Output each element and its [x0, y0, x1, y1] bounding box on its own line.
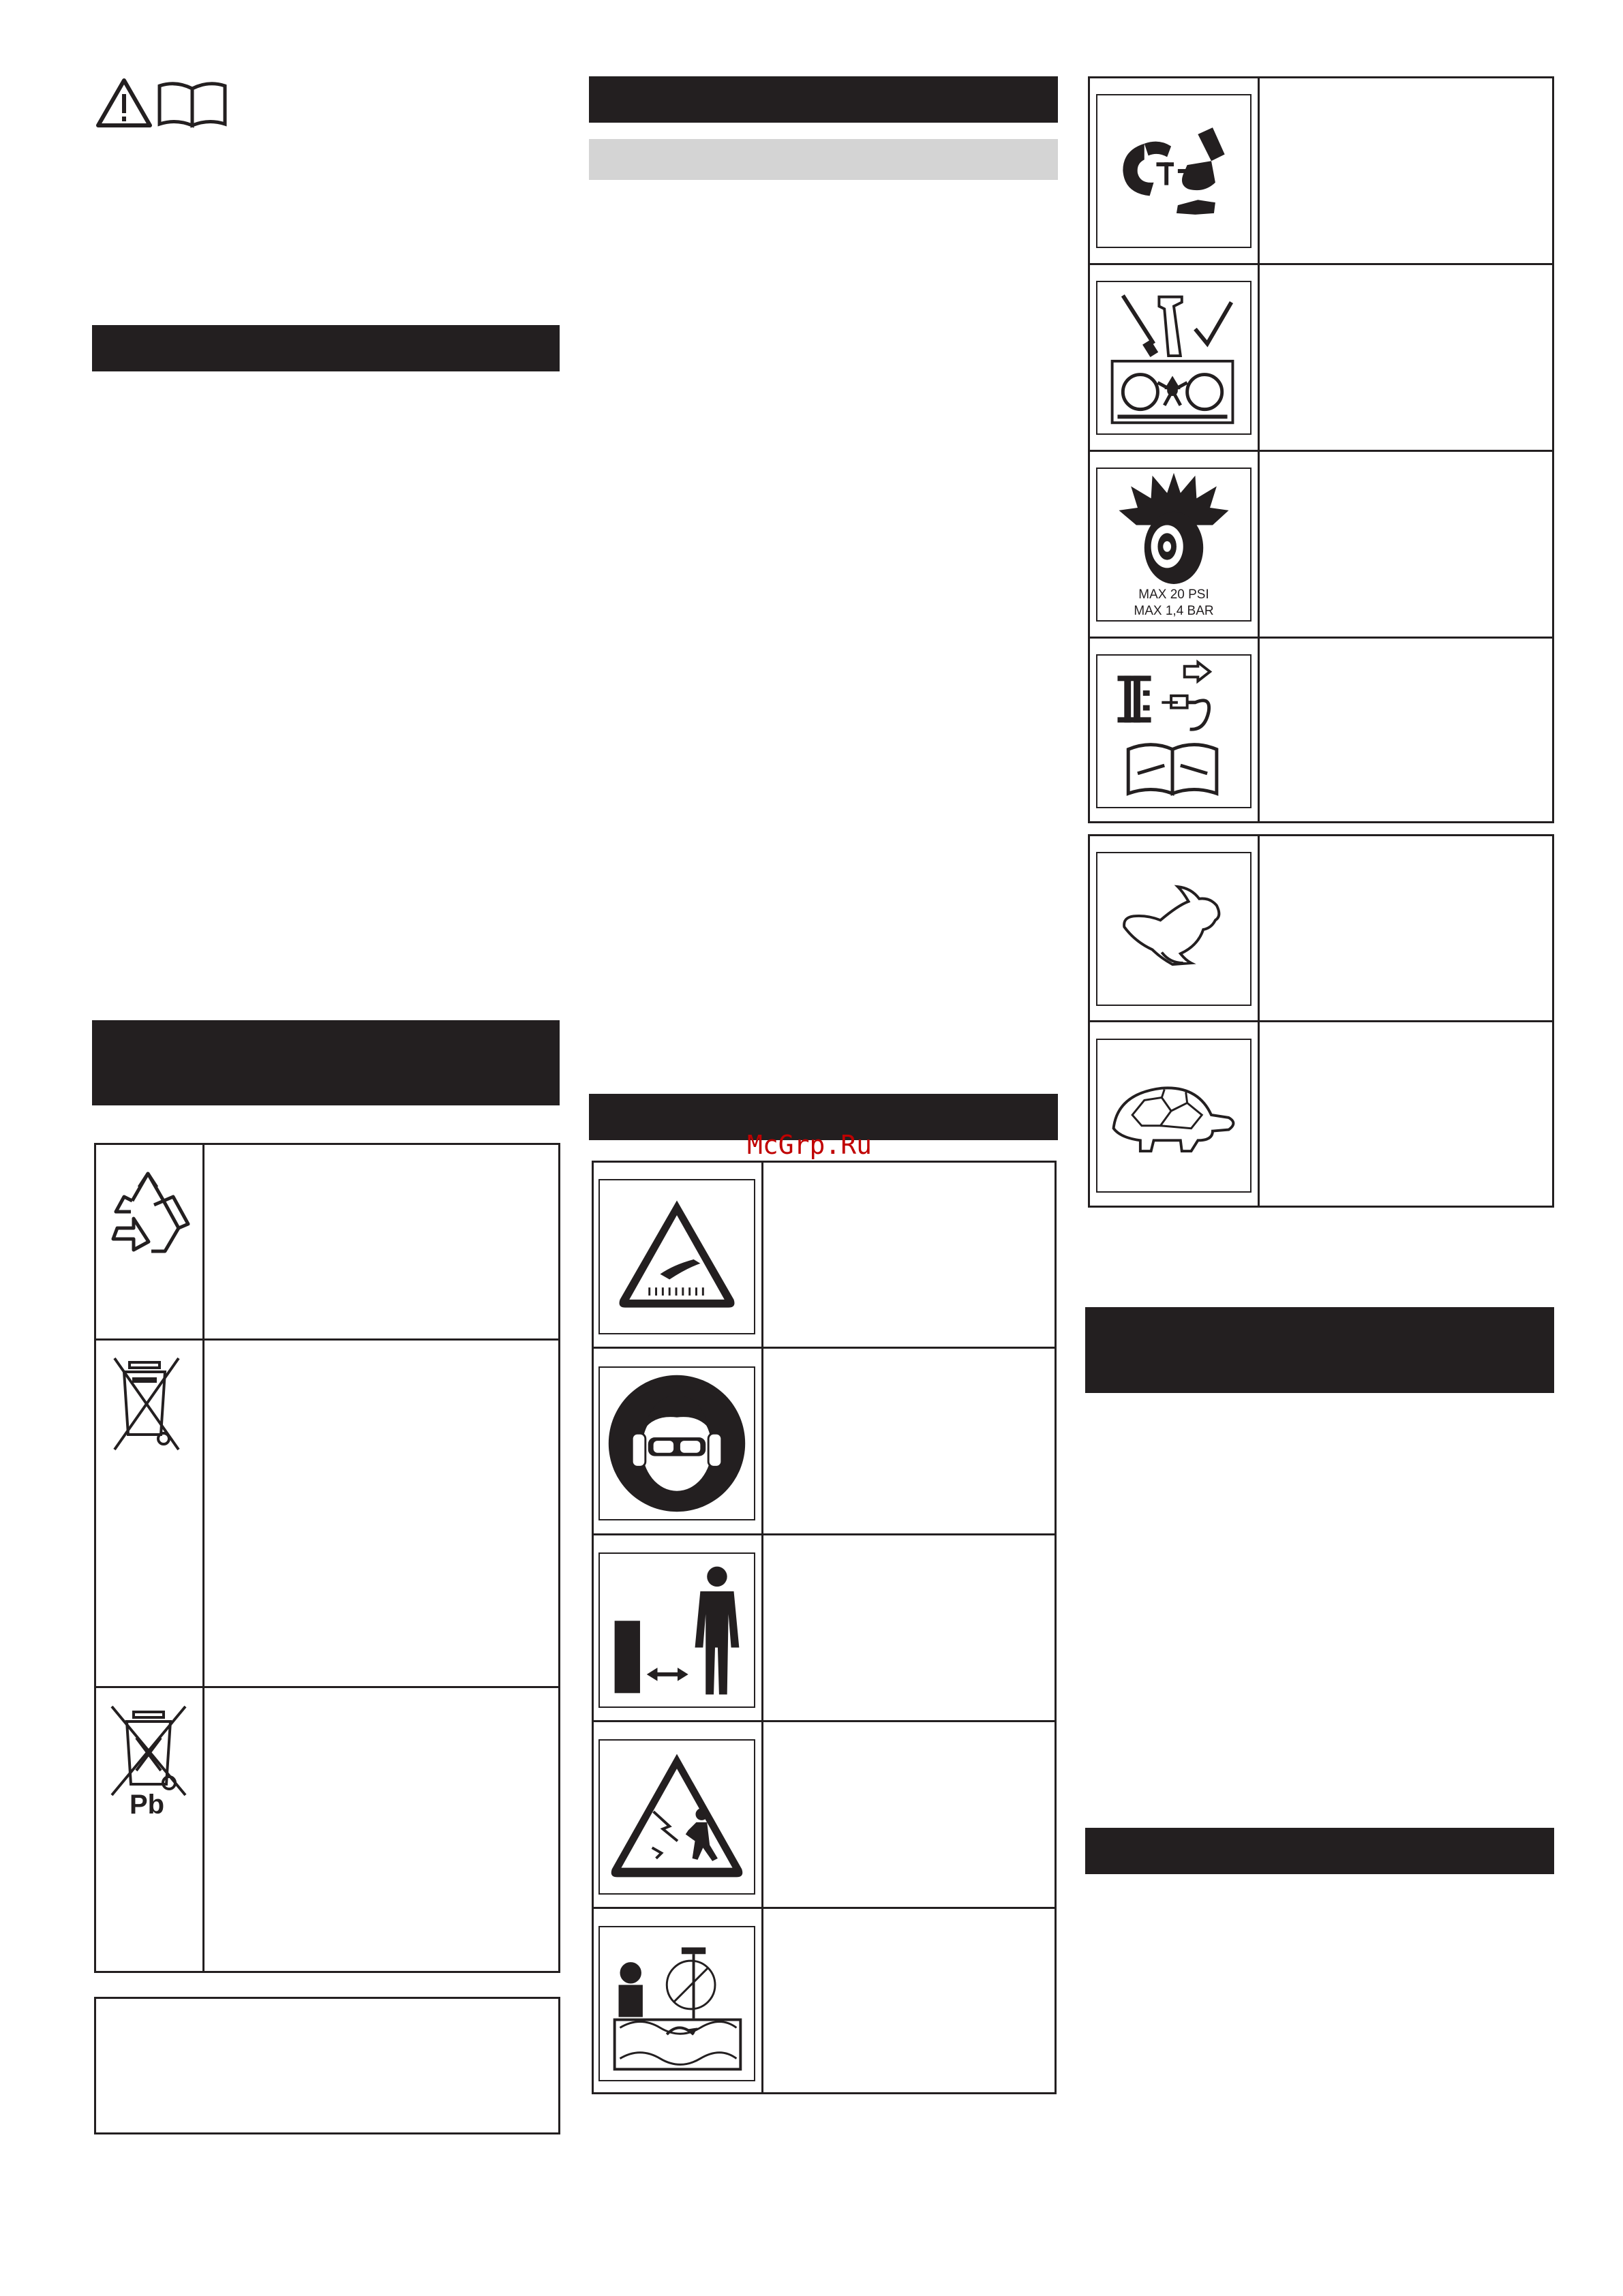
lead-label: Pb	[130, 1790, 165, 1820]
electric-shock-warning-icon	[598, 1739, 755, 1895]
fast-speed-icon	[1096, 852, 1252, 1006]
warning-triangle-icon	[95, 76, 232, 129]
section-bar-5	[1085, 1307, 1554, 1393]
tire-pressure-label-line2: MAX 1,4 BAR	[1134, 604, 1214, 618]
crossed-bin-icon	[110, 1353, 185, 1455]
section-bar-1	[92, 325, 560, 371]
manual-book-icon	[160, 84, 225, 125]
safety-row-divider	[592, 1907, 1057, 1909]
keep-distance-icon	[598, 1552, 755, 1708]
speed-row-divider	[1088, 1020, 1554, 1022]
disposal-table-divider	[202, 1143, 204, 1973]
slow-speed-icon	[1096, 1039, 1252, 1193]
hand-injury-icon	[1096, 94, 1252, 248]
symbol-row-divider	[1088, 450, 1554, 452]
maintenance-manual-icon	[1096, 654, 1252, 808]
watermark: McGrp.Ru	[747, 1130, 873, 1160]
auger-danger-icon	[598, 1926, 755, 2081]
safety-table-divider	[761, 1161, 763, 2094]
section-bar-2	[92, 1020, 560, 1105]
wear-eye-ear-protection-icon	[598, 1366, 755, 1520]
disposal-table	[94, 1143, 560, 1973]
note-box	[94, 1997, 560, 2134]
crossed-bin-pb-icon	[106, 1702, 191, 1798]
section-bar-6	[1085, 1828, 1554, 1874]
tire-pressure-label-line1: MAX 20 PSI	[1138, 587, 1209, 602]
clearing-tool-icon	[1096, 281, 1252, 435]
symbol-row-divider	[1088, 637, 1554, 639]
disposal-row-divider	[94, 1686, 560, 1688]
recycle-icon	[104, 1167, 192, 1255]
header-symbols	[95, 76, 232, 129]
hot-surface-warning-icon	[598, 1179, 755, 1334]
safety-row-divider	[592, 1347, 1057, 1349]
safety-row-divider	[592, 1533, 1057, 1535]
section-bar-3	[589, 76, 1058, 123]
disposal-row-divider	[94, 1338, 560, 1341]
subsection-band	[589, 139, 1058, 180]
safety-row-divider	[592, 1720, 1057, 1722]
symbol-row-divider	[1088, 263, 1554, 265]
